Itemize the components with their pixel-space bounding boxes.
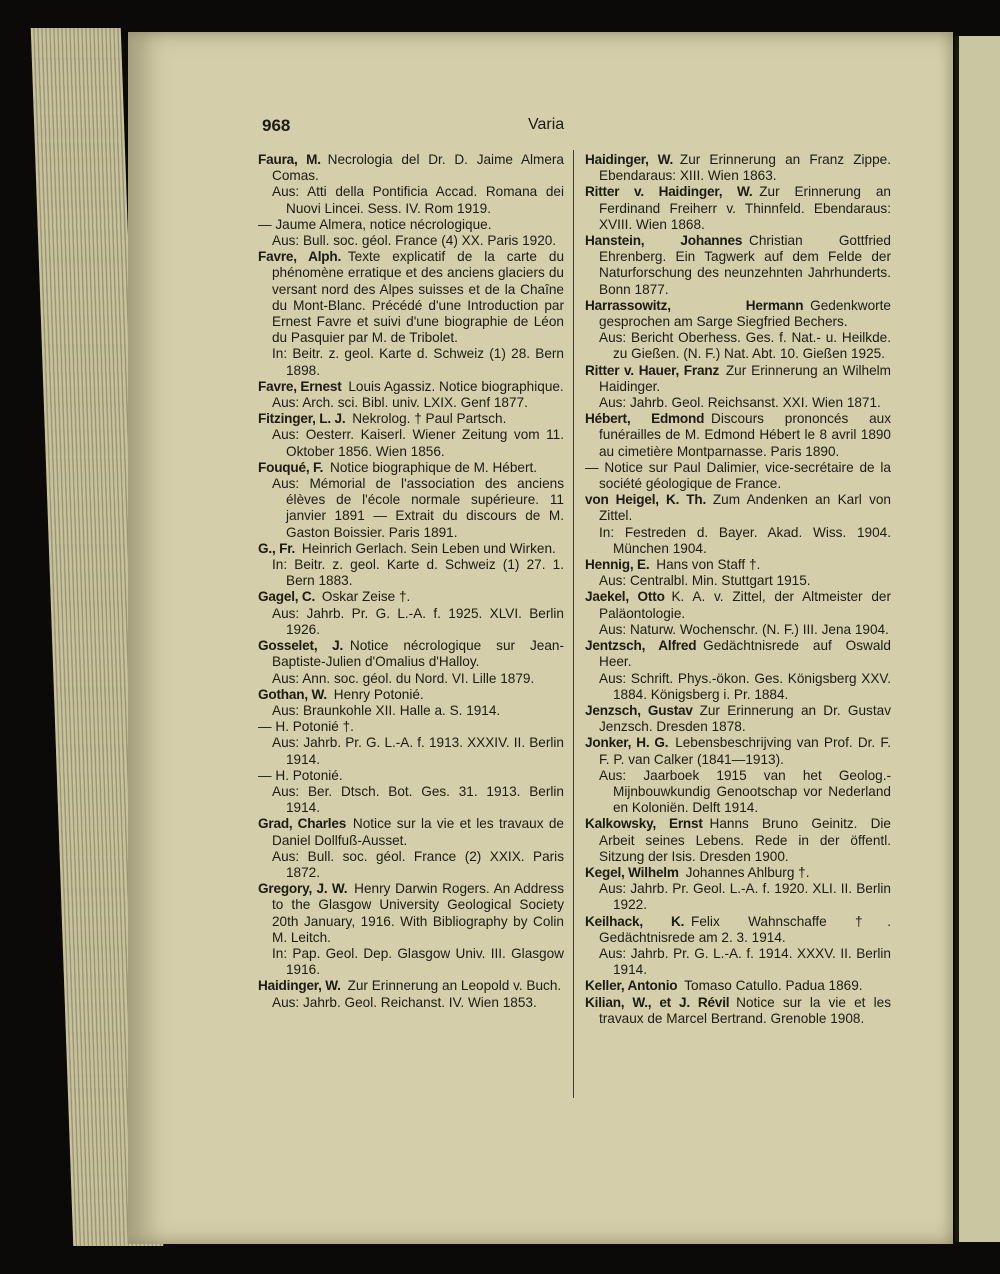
entry-source: Aus: Ann. soc. géol. du Nord. VI. Lille 1879. (272, 670, 535, 686)
bibliography-entry (585, 411, 891, 492)
entry-author: Hennig, E. (585, 557, 650, 573)
entry-source: Aus: Jahrb. Pr. Geol. L.-A. f. 1920. XLI. II. Berlin 1922. (599, 881, 891, 913)
entry-source: In: Beitr. z. geol. Karte d. Schweiz (1) 27. 1. Bern 1883. (272, 557, 564, 589)
entry-author: Kalkowsky, Ernst (585, 816, 703, 832)
entry-title: Zur Erinnerung an Ferdinand Freiherr v. Thinnfeld. Ebendaraus: XVIII. Wien 1868. (599, 184, 891, 232)
entry-title: Tomaso Catullo. Padua 1869. (684, 978, 863, 994)
entry-source: Aus: Jahrb. Pr. G. L.-A. f. 1914. XXXV. II. Berlin 1914. (599, 945, 891, 978)
entry-title: Zur Erinnerung an Wilhelm Haidinger. (599, 362, 891, 394)
entry-title: Discours prononcés aux funérailles de M. Edmond Hébert le 8 avril 1890 au cimetière Montparnasse. Paris 1890. (599, 411, 891, 459)
entry-title: Notice sur la vie et les travaux de Marcel Bertrand. Grenoble 1908. (599, 994, 891, 1026)
entry-title: Gedächtnisrede auf Oswald Heer. (599, 638, 891, 670)
bibliography-entry (258, 638, 564, 687)
entry-author: Gothan, W. (258, 686, 327, 702)
entry-source: In: Pap. Geol. Dep. Glasgow Univ. III. Glasgow 1916. (272, 945, 564, 978)
entry-title: Texte explicatif de la carte du phénomène erratique et des anciens glaciers du versant nord des Alpes suisses et de la Chaîne du Mont-Blanc. Précédé d'une Introduction par Ernest Favre et suivi d'une biographie de Léon du Pasquier par M. de Tribolet. (272, 249, 564, 346)
entry-title: Johannes Ahlburg †. (685, 864, 810, 880)
entry-author: Jonker, H. G. (585, 735, 669, 751)
entry-title: Henry Potonié. (333, 686, 424, 702)
bibliography-entry (585, 703, 891, 735)
bibliography-entry (585, 492, 891, 557)
bibliography-entry (258, 460, 564, 541)
bibliography-entry (585, 557, 891, 589)
entry-author: Faura, M. (258, 152, 321, 167)
bibliography-entry (258, 978, 564, 1010)
facing-page-edge (955, 36, 1000, 1242)
entry-source: Aus: Centralbl. Min. Stuttgart 1915. (599, 573, 811, 589)
entry-author: Jenzsch, Gustav (585, 702, 693, 718)
entry-title: Christian Gottfried Ehrenberg. Ein Tagwerk auf dem Felde der Naturforschung des neunzehnten Jahrhunderts. Bonn 1877. (599, 233, 891, 297)
entry-title: Henry Darwin Rogers. An Address to the Glasgow University Geological Society 20th January, 1916. With Bibliography by Colin M. Leitch. (272, 881, 564, 945)
entry-source: Aus: Jahrb. Geol. Reichsanst. XXI. Wien 1871. (599, 395, 881, 411)
entry-author: Keller, Antonio (585, 978, 678, 994)
column-rule (573, 150, 574, 1098)
bibliography-entry (258, 881, 564, 978)
bibliography-entry (258, 687, 564, 817)
bibliography-entry (258, 541, 564, 590)
entry-author: Jaekel, Otto (585, 589, 665, 605)
entry-title: Notice sur la vie et les travaux de Daniel Dollfuß-Ausset. (272, 816, 564, 848)
entry-title: Zum Andenken an Karl von Zittel. (599, 492, 891, 524)
bibliography-entry (258, 152, 564, 249)
entry-author: Hébert, Edmond (585, 411, 705, 427)
entry-source: Aus: Naturw. Wochenschr. (N. F.) III. Jena 1904. (599, 621, 889, 637)
entry-source: Aus: Arch. sci. Bibl. univ. LXIX. Genf 1877. (272, 395, 528, 411)
entry-title: Hans von Staff †. (656, 557, 761, 573)
entry-related-item: — H. Potonié †. (258, 719, 354, 735)
entry-title: Louis Agassiz. Notice biographique. (348, 378, 564, 394)
entry-author: Grad, Charles (258, 816, 347, 832)
entry-author: Kilian, W., et J. Révil (585, 994, 730, 1010)
page-number: 968 (262, 116, 291, 135)
bibliography-entry (258, 249, 564, 379)
entry-title: Gedenkworte gesprochen am Sarge Siegfried Bechers. (599, 297, 891, 330)
entry-author: Harrassowitz, Hermann (585, 297, 804, 313)
bibliography-entry (585, 298, 891, 363)
entry-title: Necrologia del Dr. D. Jaime Almera Comas. (272, 152, 564, 184)
entry-source: Aus: Bull. soc. géol. France (2) XXIX. Paris 1872. (272, 848, 564, 880)
bibliography-entry (585, 995, 891, 1027)
bibliography-entry (585, 152, 891, 184)
entry-title: Notice nécrologique sur Jean-Baptiste-Julien d'Omalius d'Halloy. (272, 638, 564, 670)
entry-title: Hanns Bruno Geinitz. Die Arbeit seines Lebens. Rede in der öffentl. Sitzung der Isis. Dresden 1900. (599, 816, 891, 864)
page-header (258, 112, 858, 140)
bibliography-entry (585, 233, 891, 298)
entry-source: Aus: Bericht Oberhess. Ges. f. Nat.- u. Heilkde. zu Gießen. (N. F.) Nat. Abt. 10. Gießen 1925. (599, 330, 891, 362)
bibliography-entry (585, 816, 891, 865)
entry-title: Heinrich Gerlach. Sein Leben und Wirken. (301, 540, 556, 556)
entry-author: Haidinger, W. (585, 152, 674, 167)
bibliography-entry (258, 379, 564, 411)
entry-source: Aus: Jahrb. Pr. G. L.-A. f. 1913. XXXIV. II. Berlin 1914. (272, 735, 564, 767)
entry-continuation: — Notice sur Paul Dalimier, vice-secrétaire de la société géologique de France. (585, 459, 891, 492)
entry-author: Favre, Ernest (258, 378, 342, 394)
bibliography-entry (585, 978, 891, 994)
entry-title: Zur Erinnerung an Franz Zippe. Ebendaraus: XIII. Wien 1863. (599, 152, 891, 184)
entry-title: Zur Erinnerung an Leopold v. Buch. (347, 978, 562, 994)
entry-author: Fitzinger, L. J. (258, 411, 346, 427)
entry-author: Keilhack, K. (585, 913, 685, 929)
entry-author: G., Fr. (258, 540, 296, 556)
entry-source: Aus: Jaarboek 1915 van het Geolog.-Mijnbouwkundig Genootschap vor Nederland en Koloniën. Delft 1914. (599, 767, 891, 816)
bibliography-entry (258, 411, 564, 460)
entry-title: Notice biographique de M. Hébert. (330, 459, 538, 475)
bibliography-entry (585, 638, 891, 703)
entry-source: Aus: Braunkohle XII. Halle a. S. 1914. (272, 702, 501, 718)
bibliography-entry (585, 865, 891, 914)
entry-source: Aus: Ber. Dtsch. Bot. Ges. 31. 1913. Berlin 1914. (272, 783, 564, 816)
bibliography-entry (585, 735, 891, 816)
entry-related-item: — H. Potonié. (258, 767, 343, 783)
entry-title: Nekrolog. † Paul Partsch. (352, 411, 507, 427)
entry-author: Fouqué, F. (258, 459, 324, 475)
entry-source: Aus: Atti della Pontificia Accad. Romana dei Nuovi Lincei. Sess. IV. Rom 1919. (272, 184, 564, 216)
entry-author: Kegel, Wilhelm (585, 864, 679, 880)
entry-author: Favre, Alph. (258, 249, 342, 265)
entry-author: Gagel, C. (258, 589, 316, 605)
entry-source: Aus: Jahrb. Pr. G. L.-A. f. 1925. XLVI. Berlin 1926. (272, 605, 564, 637)
entry-title: K. A. v. Zittel, der Altmeister der Paläontologie. (599, 589, 891, 621)
entry-title: Zur Erinnerung an Dr. Gustav Jenzsch. Dresden 1878. (599, 702, 891, 735)
entry-author: Ritter v. Hauer, Franz (585, 362, 720, 378)
entry-author: Gosselet, J. (258, 638, 344, 654)
entry-author: Hanstein, Johannes (585, 233, 743, 249)
bibliography-entry (585, 914, 891, 979)
entry-author: von Heigel, K. Th. (585, 492, 707, 508)
entry-author: Ritter v. Haidinger, W. (585, 184, 753, 200)
entry-source: In: Festreden d. Bayer. Akad. Wiss. 1904. München 1904. (599, 524, 891, 556)
bibliography-entry (585, 363, 891, 412)
right-column (585, 152, 891, 1027)
bibliography-entry (585, 184, 891, 233)
entry-title: Felix Wahnschaffe †. Gedächtnisrede am 2. 3. 1914. (599, 913, 891, 945)
bibliography-entry (258, 589, 564, 638)
entry-source: Aus: Oesterr. Kaiserl. Wiener Zeitung vom 11. Oktober 1856. Wien 1856. (272, 427, 564, 459)
entry-author: Gregory, J. W. (258, 881, 348, 897)
entry-source: Aus: Schrift. Phys.-ökon. Ges. Königsberg XXV. 1884. Königsberg i. Pr. 1884. (599, 670, 891, 702)
entry-title: Oskar Zeise †. (321, 589, 411, 605)
entry-source: Aus: Jahrb. Geol. Reichanst. IV. Wien 1853. (272, 994, 537, 1010)
entry-title: Lebensbeschrijving van Prof. Dr. F. F. P. van Calker (1841—1913). (599, 735, 891, 767)
entry-source: Aus: Mémorial de l'association des anciens élèves de l'école normale supérieure. 11 janvier 1891 — Extrait du discours de M. Gaston Boissier. Paris 1891. (272, 476, 564, 540)
entry-source: In: Beitr. z. geol. Karte d. Schweiz (1) 28. Bern 1898. (272, 346, 564, 378)
entry-author: Jentzsch, Alfred (585, 638, 697, 654)
entry-related-item: — Jaume Almera, notice nécrologique. (258, 216, 492, 232)
entry-source: Aus: Bull. soc. géol. France (4) XX. Paris 1920. (272, 233, 557, 249)
bibliography-entry (258, 816, 564, 881)
running-head: Varia (528, 116, 565, 133)
left-column (258, 152, 564, 1011)
entry-author: Haidinger, W. (258, 978, 341, 994)
bibliography-entry (585, 589, 891, 638)
